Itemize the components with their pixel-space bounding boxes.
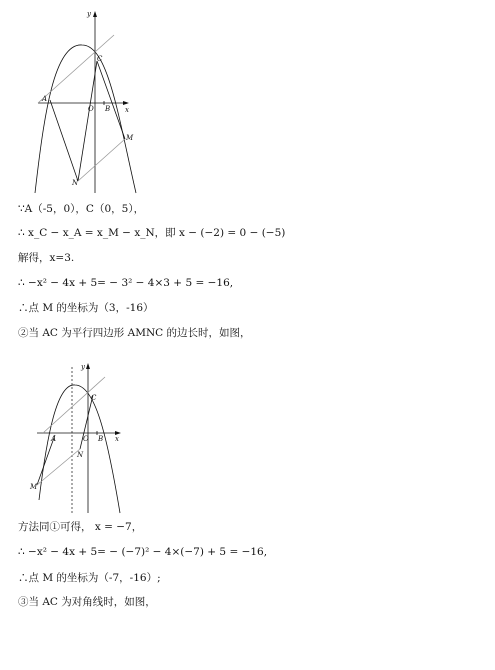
text-line-4: ∴ −x² − 4x + 5= − 3² − 4×3 + 5 = −16, [18,277,234,289]
segment-cn [78,61,97,181]
label-n: N [72,179,79,187]
label-c: C [97,55,103,63]
label-n: N [77,451,84,459]
text-line-5: ∴点 M 的坐标为（3，-16） [18,302,154,314]
text-line-2: ∴ x_C − x_A = x_M − x_N，即 x − (−2) = 0 − (−5) [18,227,286,239]
label-o: O [88,105,94,113]
label-y: y [81,363,85,371]
label-x: x [125,106,129,114]
line-ac [43,377,105,433]
label-m: M [30,483,38,491]
y-axis-arrow [93,11,97,17]
label-a: A [42,95,48,103]
segment-nm [78,139,125,181]
label-b: B [98,435,104,443]
label-o: O [83,435,89,443]
label-y: y [87,10,91,18]
figure-2-graph [25,355,135,515]
segment-cm [97,61,125,139]
label-x: x [115,435,119,443]
y-axis-arrow [86,363,90,369]
segment-an [50,100,78,181]
figure-1-graph [30,5,140,195]
text-line-6: ②当 AC 为平行四边形 AMNC 的边长时，如图， [18,327,251,339]
label-c: C [91,394,97,402]
text-line-1: ∵A（-5，0），C（0，5）， [18,203,145,215]
text-line-7: 方法同①可得， x = −7， [18,521,143,533]
text-line-10: ③当 AC 为对角线时，如图， [18,596,156,608]
x-axis-arrow [123,101,129,105]
text-line-3: 解得，x=3. [18,252,75,264]
label-a: A [51,435,57,443]
text-line-9: ∴点 M 的坐标为（-7，-16）; [18,572,161,584]
label-b: B [105,105,111,113]
text-line-8: ∴ −x² − 4x + 5= − (−7)² − 4×(−7) + 5 = −16, [18,546,268,558]
parabola-curve [35,45,136,193]
label-m: M [126,134,134,142]
